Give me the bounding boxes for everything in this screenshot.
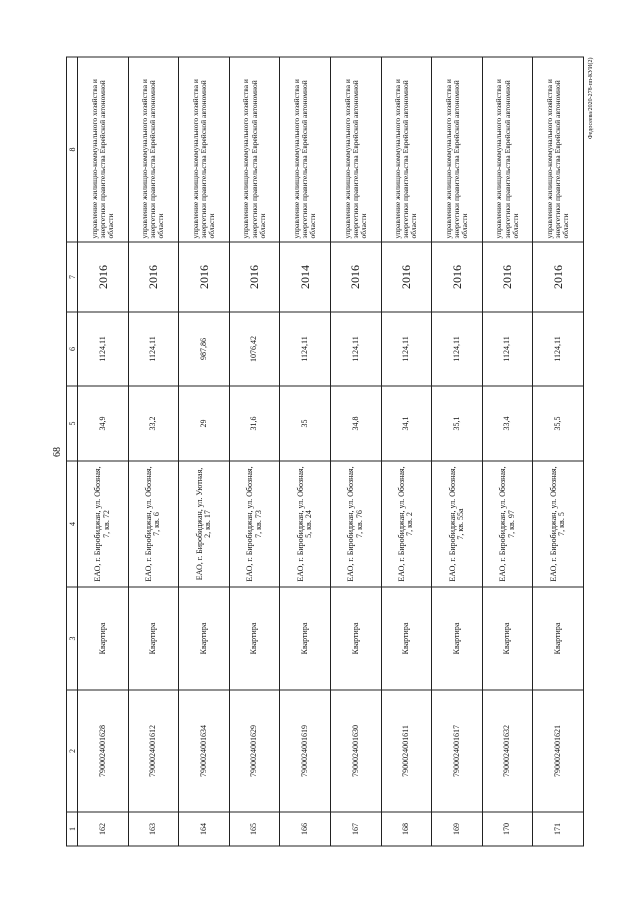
property-address: ЕАО, г. Биробиджан, ул. Обозная, 7, кв. 55а: [432, 461, 483, 587]
row-number: 170: [482, 812, 533, 846]
cost-value: 1124,11: [330, 312, 381, 386]
column-header: 3: [67, 587, 78, 690]
cadastral-code: 7900024001621: [533, 690, 584, 812]
table-row: [330, 57, 381, 846]
property-type: Квартира: [432, 587, 483, 690]
property-type: Квартира: [179, 587, 230, 690]
property-address: ЕАО, г. Биробиджан, ул. Обозная, 7, кв. 2: [381, 461, 432, 587]
row-number: 164: [179, 812, 230, 846]
year: 2016: [381, 242, 432, 312]
property-area: 35,1: [432, 386, 483, 461]
cadastral-code: 7900024001619: [280, 690, 331, 812]
holder-organization: управление жилищно-коммунального хозяйства и энергетики правительства Еврейской автономной области: [128, 57, 179, 242]
property-address: ЕАО, г. Биробиджан, ул. Обозная, 7, кв. 72: [78, 461, 129, 587]
row-number: 165: [229, 812, 280, 846]
rotated-page: [52, 57, 594, 847]
row-number: 163: [128, 812, 179, 846]
cadastral-code: 7900024001634: [179, 690, 230, 812]
row-number: 168: [381, 812, 432, 846]
property-type: Квартира: [533, 587, 584, 690]
property-table: [66, 57, 584, 847]
holder-organization: управление жилищно-коммунального хозяйства и энергетики правительства Еврейской автономной области: [330, 57, 381, 242]
holder-organization: управление жилищно-коммунального хозяйства и энергетики правительства Еврейской автономной области: [381, 57, 432, 242]
property-address: ЕАО, г. Биробиджан, ул. Обозная, 7, кв. 5: [533, 461, 584, 587]
table-row: [482, 57, 533, 846]
cost-value: 1124,11: [533, 312, 584, 386]
holder-organization: управление жилищно-коммунального хозяйства и энергетики правительства Еврейской автономной области: [533, 57, 584, 242]
cadastral-code: 7900024001629: [229, 690, 280, 812]
page-number: 68: [52, 447, 63, 457]
column-header: 5: [67, 386, 78, 461]
holder-organization: управление жилищно-коммунального хозяйства и энергетики правительства Еврейской автономной области: [482, 57, 533, 242]
cost-value: 1124,11: [128, 312, 179, 386]
table-row: [128, 57, 179, 846]
cost-value: 1124,11: [482, 312, 533, 386]
property-type: Квартира: [229, 587, 280, 690]
year: 2016: [432, 242, 483, 312]
cost-value: 1124,11: [432, 312, 483, 386]
property-type: Квартира: [128, 587, 179, 690]
table-row: [381, 57, 432, 846]
property-type: Квартира: [330, 587, 381, 690]
cadastral-code: 7900024001630: [330, 690, 381, 812]
property-area: 34,1: [381, 386, 432, 461]
property-area: 34,8: [330, 386, 381, 461]
cadastral-code: 7900024001628: [78, 690, 129, 812]
cost-value: 1124,11: [78, 312, 129, 386]
property-address: ЕАО, г. Биробиджан, ул. Уютная, 2, кв. 17: [179, 461, 230, 587]
table-row: [179, 57, 230, 846]
table-row: [229, 57, 280, 846]
year: 2016: [128, 242, 179, 312]
cost-value: 1076,42: [229, 312, 280, 386]
header-row: [67, 57, 78, 846]
property-area: 33,4: [482, 386, 533, 461]
year: 2016: [179, 242, 230, 312]
property-area: 29: [179, 386, 230, 461]
property-type: Квартира: [381, 587, 432, 690]
property-area: 33,2: [128, 386, 179, 461]
year: 2014: [280, 242, 331, 312]
footer-note: Федосеева/2020-278-пп-КУИ(2): [588, 57, 594, 140]
row-number: 167: [330, 812, 381, 846]
year: 2016: [482, 242, 533, 312]
row-number: 169: [432, 812, 483, 846]
column-header: 1: [67, 812, 78, 846]
property-type: Квартира: [280, 587, 331, 690]
property-area: 35,5: [533, 386, 584, 461]
row-number: 171: [533, 812, 584, 846]
cost-value: 987,86: [179, 312, 230, 386]
table-row: [280, 57, 331, 846]
cost-value: 1124,11: [280, 312, 331, 386]
row-number: 166: [280, 812, 331, 846]
cadastral-code: 7900024001611: [381, 690, 432, 812]
column-header: 4: [67, 461, 78, 587]
column-header: 6: [67, 312, 78, 386]
cadastral-code: 7900024001632: [482, 690, 533, 812]
column-header: 7: [67, 242, 78, 312]
year: 2016: [533, 242, 584, 312]
property-type: Квартира: [482, 587, 533, 690]
holder-organization: управление жилищно-коммунального хозяйства и энергетики правительства Еврейской автономной области: [280, 57, 331, 242]
year: 2016: [229, 242, 280, 312]
cadastral-code: 7900024001617: [432, 690, 483, 812]
cost-value: 1124,11: [381, 312, 432, 386]
year: 2016: [330, 242, 381, 312]
property-address: ЕАО, г. Биробиджан, ул. Обозная, 7, кв. 97: [482, 461, 533, 587]
property-type: Квартира: [78, 587, 129, 690]
year: 2016: [78, 242, 129, 312]
holder-organization: управление жилищно-коммунального хозяйства и энергетики правительства Еврейской автономной области: [229, 57, 280, 242]
cadastral-code: 7900024001612: [128, 690, 179, 812]
column-header: 2: [67, 690, 78, 812]
property-area: 34,9: [78, 386, 129, 461]
table-row: [78, 57, 129, 846]
table-row: [432, 57, 483, 846]
property-area: 35: [280, 386, 331, 461]
column-header: 8: [67, 57, 78, 242]
property-area: 31,6: [229, 386, 280, 461]
holder-organization: управление жилищно-коммунального хозяйства и энергетики правительства Еврейской автономной области: [432, 57, 483, 242]
table-row: [533, 57, 584, 846]
holder-organization: управление жилищно-коммунального хозяйства и энергетики правительства Еврейской автономной области: [78, 57, 129, 242]
property-address: ЕАО, г. Биробиджан, ул. Обозная, 5, кв. 24: [280, 461, 331, 587]
row-number: 162: [78, 812, 129, 846]
property-address: ЕАО, г. Биробиджан, ул. Обозная, 7, кв. 73: [229, 461, 280, 587]
property-address: ЕАО, г. Биробиджан, ул. Обозная, 7, кв. 6: [128, 461, 179, 587]
holder-organization: управление жилищно-коммунального хозяйства и энергетики правительства Еврейской автономной области: [179, 57, 230, 242]
property-address: ЕАО, г. Биробиджан, ул. Обозная, 7, кв. 76: [330, 461, 381, 587]
